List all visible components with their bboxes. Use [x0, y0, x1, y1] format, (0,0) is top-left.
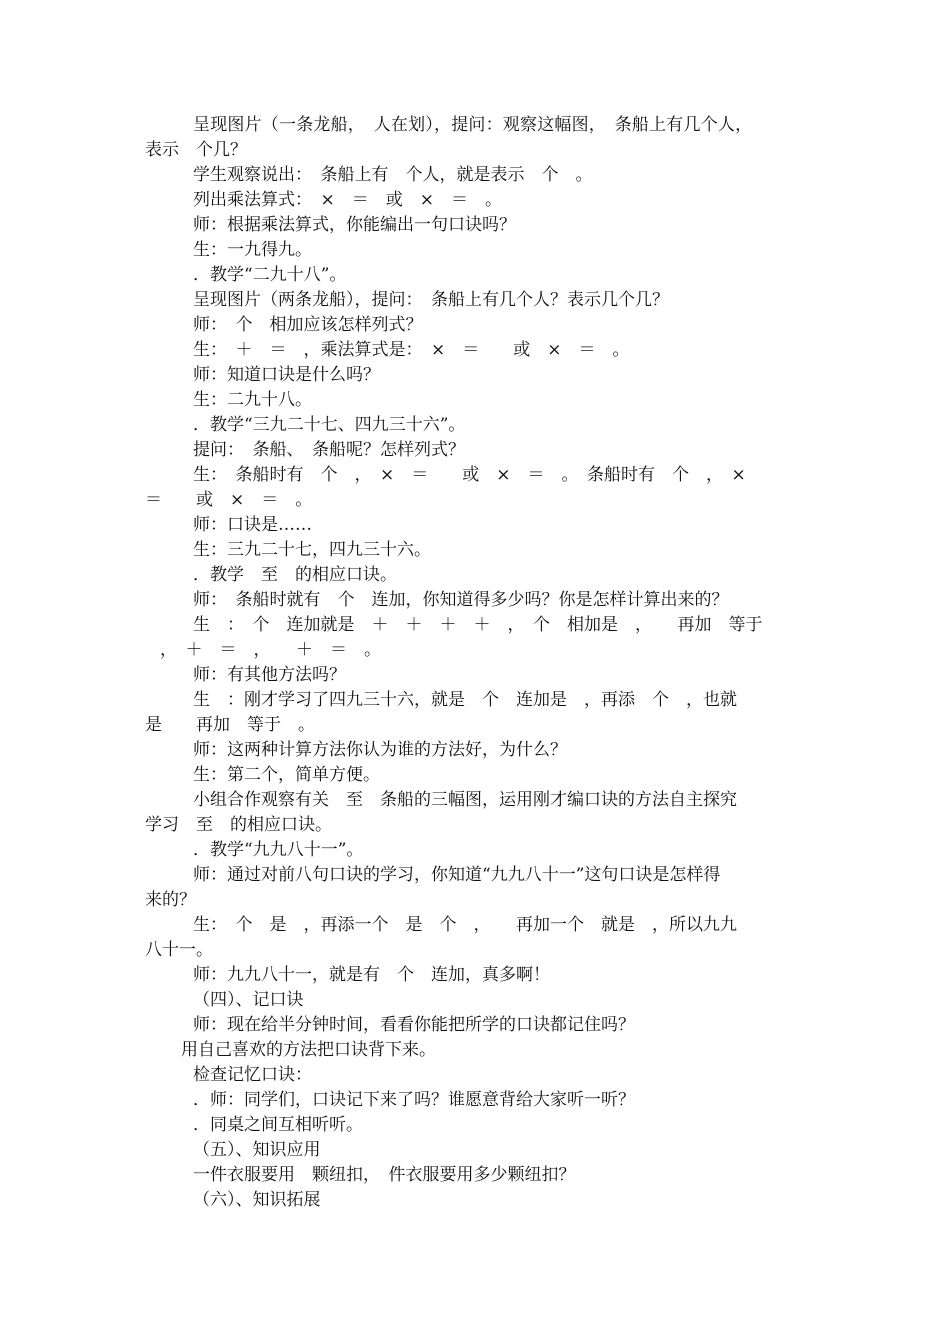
text-line: ．教学“三九二十七、四九三十六”。	[193, 415, 466, 435]
text-line: 生： 个 是 ，再添一个 是 个 ， 再加一个 就是 ，所以九九	[193, 915, 737, 935]
text-line: 生：第二个，简单方便。	[193, 765, 380, 785]
text-line: ．教学“九九八十一”。	[193, 840, 364, 860]
text-line: 师：这两种计算方法你认为谁的方法好，为什么？	[193, 740, 567, 760]
text-line: 师：有其他方法吗？	[193, 665, 346, 685]
text-line: 师：九九八十一，就是有 个 连加，真多啊！	[193, 965, 550, 985]
text-line: 师： 个 相加应该怎样列式？	[193, 315, 423, 335]
text-line: ．同桌之间互相听听。	[193, 1115, 363, 1135]
text-line: ．教学 至 的相应口诀。	[193, 565, 397, 585]
text-line: 师：根据乘法算式，你能编出一句口诀吗？	[193, 215, 516, 235]
text-line: 学生观察说出： 条船上有 个人，就是表示 个 。	[193, 165, 593, 185]
text-line: 是 再加 等于 。	[145, 715, 315, 735]
section-heading: （五）、知识应用	[193, 1140, 321, 1160]
text-line: ．师：同学们，口诀记下来了吗？谁愿意背给大家听一听？	[193, 1090, 635, 1110]
text-line: ， ＋ ＝ ， ＋ ＝ 。	[160, 640, 381, 660]
text-line: 列出乘法算式： × ＝ 或 × ＝ 。	[193, 190, 502, 210]
text-line: 师：口诀是……	[193, 515, 312, 535]
text-line: 生： 条船时有 个 ， × ＝ 或 × ＝ 。 条船时有 个 ， ×	[193, 465, 746, 485]
text-line: 生：一九得九。	[193, 240, 312, 260]
text-line: 师：现在给半分钟时间，看看你能把所学的口诀都记住吗？	[193, 1015, 635, 1035]
text-line: 呈现图片（一条龙船， 人在划），提问：观察这幅图， 条船上有几个人，	[193, 115, 753, 135]
text-line: 师： 条船时就有 个 连加，你知道得多少吗？你是怎样计算出来的？	[193, 590, 729, 610]
text-line: 用自己喜欢的方法把口诀背下来。	[181, 1040, 436, 1060]
text-line: 生：二九十八。	[193, 390, 312, 410]
text-line: 来的？	[145, 890, 196, 910]
text-line: 八十一。	[145, 940, 213, 960]
text-line: ．教学“二九十八”。	[193, 265, 347, 285]
text-line: 生： ＋ ＝ ，乘法算式是： × ＝ 或 × ＝ 。	[193, 340, 630, 360]
text-line: 呈现图片（两条龙船），提问： 条船上有几个人？表示几个几？	[193, 290, 669, 310]
text-line: 生：三九二十七，四九三十六。	[193, 540, 431, 560]
section-heading: （四）、记口诀	[193, 990, 304, 1010]
text-line: 小组合作观察有关 至 条船的三幅图，运用刚才编口诀的方法自主探究	[193, 790, 737, 810]
text-line: 学习 至 的相应口诀。	[145, 815, 332, 835]
text-line: ＝ 或 × ＝ 。	[145, 490, 313, 510]
text-line: 提问： 条船、 条船呢？怎样列式？	[193, 440, 465, 460]
section-heading: （六）、知识拓展	[193, 1190, 321, 1210]
text-line: 生 ： 个 连加就是 ＋ ＋ ＋ ＋ ， 个 相加是 ， 再加 等于	[193, 615, 763, 635]
text-line: 检查记忆口诀：	[193, 1065, 312, 1085]
text-line: 表示 个几？	[145, 140, 247, 160]
text-line: 师：通过对前八句口诀的学习，你知道“九九八十一”这句口诀是怎样得	[193, 865, 721, 885]
text-line: 师：知道口诀是什么吗？	[193, 365, 380, 385]
text-line: 一件衣服要用 颗纽扣， 件衣服要用多少颗纽扣？	[193, 1165, 576, 1185]
text-line: 生 ：刚才学习了四九三十六，就是 个 连加是 ，再添 个 ，也就	[193, 690, 737, 710]
